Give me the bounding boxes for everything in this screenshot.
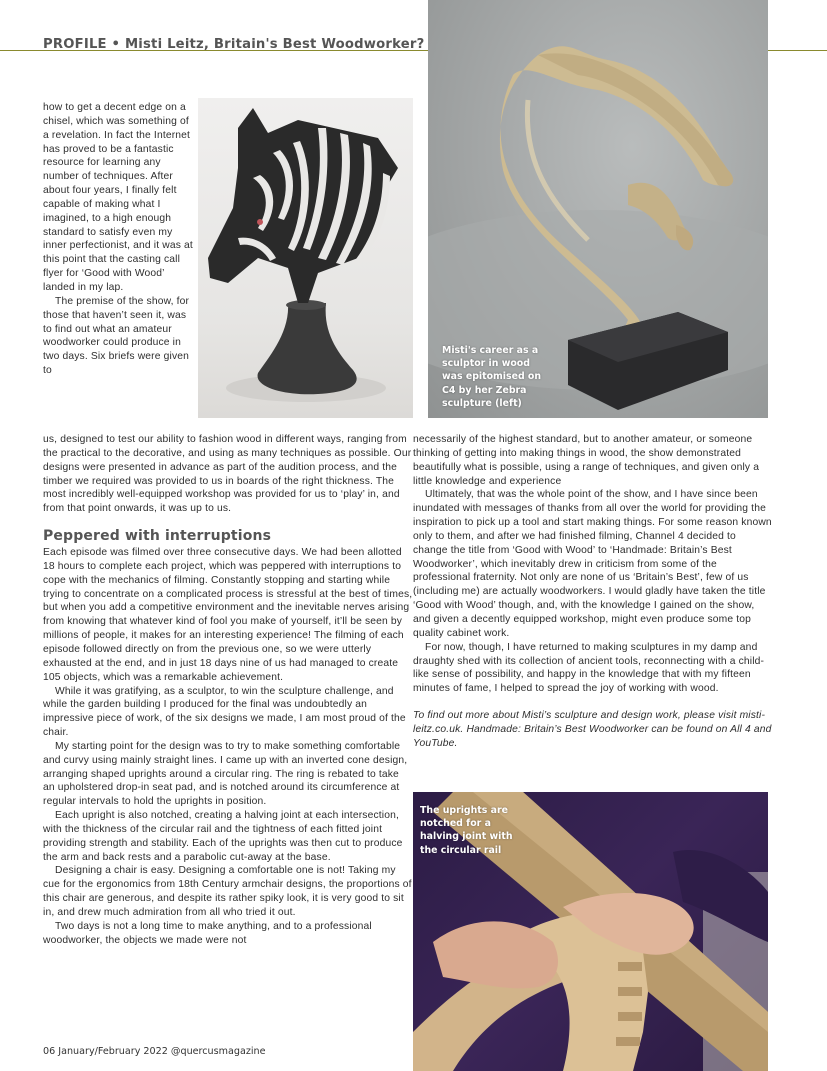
- chair-photo-caption: The uprights are notched for a halving joint with the circular rail: [420, 805, 513, 856]
- article-paragraph: While it was gratifying, as a sculptor, to win the sculpture challenge, and while the garden building I produced for the final was undoubtedly an impressive piece of work, of the six designs we made, I am most proud of the chair.: [43, 685, 406, 739]
- article-paragraph: how to get a decent edge on a chisel, which was something of a revelation. In fact the Internet has proved to be a fantastic resource for learning any number of techniques. After about four years, I finally felt capable of making what I imagined, to a high enough standard to satisfy even my inner perfectionist, and it was at this point that the casting call flyer for ‘Good with Wood’ landed in my lap.: [43, 102, 193, 293]
- sculpture-photo-caption: Misti's career as a sculptor in wood was epitomised on C4 by her Zebra sculpture (left): [442, 345, 542, 409]
- paragraph-spacer: [413, 696, 773, 709]
- article-left-column: [43, 433, 413, 948]
- header-rule-right: [768, 50, 827, 51]
- article-paragraph: Each episode was filmed over three consecutive days. We had been allotted 18 hours to complete each project, which was peppered with interruptions to cope with the mechanics of filming. Constantly stopping and starting while trying to concentrate on a complicated process is stressful at the best of times, but when you add a competitive environment and the inevitable nerves arising from knowing that whatever kind of fool you make of yourself, it’ll be seen by millions of people, it makes for an interesting experience! The filming of each episode followed directly on from the previous one, so we were utterly exhausted at the end, and in just 18 days nine of us had managed to create 105 objects, which was a remarkable achievement.: [43, 547, 413, 683]
- article-narrow-column: [43, 101, 193, 378]
- article-paragraph: us, designed to test our ability to fashion wood in different ways, ranging from the practical to the decorative, and using as many techniques as possible. Our designs were presented in advance as part of the audition process, and the timber we required was provided to us in boards of the right thickness. The most incredibly well-equipped workshop was provided for us to ‘play’ in, and from that point onwards, it was up to us.: [43, 434, 412, 515]
- section-subheading: Peppered with interruptions: [43, 528, 272, 545]
- article-paragraph: Each upright is also notched, creating a halving joint at each intersection, with the thickness of the circular rail and the tightness of each fitted joint providing strength and stability. Each of the uprights was then cut to produce the arm and back rests and a parabolic cut-away at the base.: [43, 810, 403, 863]
- zebra-sculpture-illustration: [198, 98, 413, 418]
- article-paragraph: My starting point for the design was to try to make something comfortable and curvy using mainly straight lines. I came up with an inverted cone design, arranging shaped uprights around a circular ring. The ring is rebated to take an upholstered drop-in seat pad, and is notched around its circumference at regular intervals to hold the uprights in position.: [43, 740, 408, 808]
- article-paragraph: Ultimately, that was the whole point of the show, and I have since been inundated with messages of thanks from all over the world for providing the inspiration to pick up a tool and start making things. For some reason known only to them, and after we had finished filming, Channel 4 decided to change the title from ‘Good with Wood’ to ‘Handmade: Britain’s Best Woodworker’, which inevitably drew in criticism from some of the professional fraternity. Not only are none of us ‘Britain’s Best’, few of us (including me) are actually woodworkers. I would gladly have taken the title ‘Good with Wood’ though, and, with the knowledge I gained on the show, and given a decently equipped workshop, might even produce some top quality cabinet work.: [413, 489, 772, 639]
- article-paragraph: For now, though, I have returned to making sculptures in my damp and draughty shed with its collection of ancient tools, reconnecting with a child-like sense of possibility, and happy in the knowledge that with my fifteen minutes of fame, I helped to spread the joy of working with wood.: [413, 641, 765, 695]
- zebra-sculpture-photo: [198, 98, 413, 418]
- chair-making-photo: [413, 792, 768, 1071]
- page-footer: 06 January/February 2022 @quercusmagazine: [43, 1046, 266, 1057]
- sculpture-photo: [428, 0, 768, 418]
- article-paragraph: The premise of the show, for those that haven’t seen it, was to find out what an amateur woodworker could produce in two days. Six briefs were given to: [43, 295, 190, 377]
- article-paragraph: Designing a chair is easy. Designing a comfortable one is not! Taking my cue for the ergonomics from 18th Century armchair designs, the proportions of this chair are generous, and despite its rather spiky look, it is very good to sit in, and drew much admiration from all who tried it out.: [43, 865, 412, 918]
- page-header-title: PROFILE • Misti Leitz, Britain's Best Woodworker?: [43, 37, 425, 52]
- article-paragraph: Two days is not a long time to make anything, and to a professional woodworker, the objects we made were not: [43, 920, 372, 946]
- article-end-note: To find out more about Misti’s sculpture and design work, please visit misti-leitz.co.uk. Handmade: Britain’s Best Woodworker can be found on All 4 and YouTube.: [413, 710, 772, 749]
- article-paragraph: necessarily of the highest standard, but to another amateur, or someone thinking of getting into making things in wood, the show demonstrated beautifully what is possible, using a range of techniques, and given only a little knowledge and experience: [413, 434, 760, 487]
- article-right-column: [413, 433, 773, 751]
